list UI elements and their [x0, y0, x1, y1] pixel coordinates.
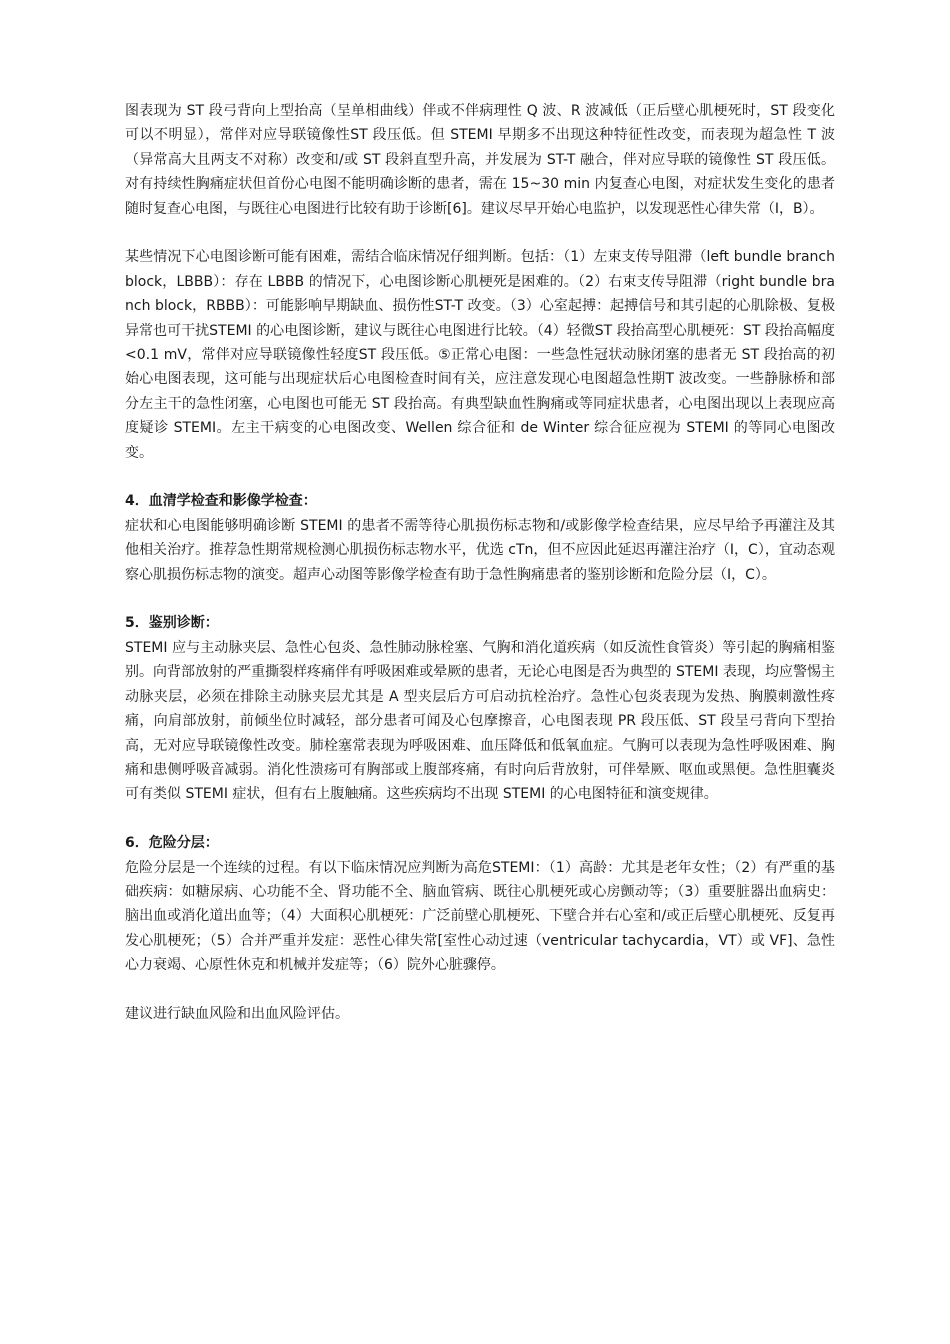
- section-body-risk: 危险分层是一个连续的过程。有以下临床情况应判断为高危STEMI：（1）高龄：尤其是老年女性；（2）有严重的基础疾病：如糖尿病、心功能不全、肾功能不全、脑血管病、既往心肌梗死或心房颤动等；（3）重要脏器出血病史：脑出血或消化道出血等；（4）大面积心肌梗死：广泛前壁心肌梗死、下壁合并右心室和/或正后壁心肌梗死、反复再发心肌梗死；（5）合并严重并发症：恶性心律失常[室性心动过速（ventricular tachycardia，VT）或 VF]、急性心力衰竭、心原性休克和机械并发症等；（6）院外心脏骤停。: [125, 859, 835, 974]
- section-body-differential: STEMI 应与主动脉夹层、急性心包炎、急性肺动脉栓塞、气胸和消化道疾病（如反流性食管炎）等引起的胸痛相鉴别。向背部放射的严重撕裂样疼痛伴有呼吸困难或晕厥的患者，无论心电图是否为典型的 STEMI 表现，均应警惕主动脉夹层，必须在排除主动脉夹层尤其是 A 型夹层后方可启动抗栓治疗。急性心包炎表现为发热、胸膜刺激性疼痛，向肩部放射，前倾坐位时减轻，部分患者可闻及心包摩擦音，心电图表现 PR 段压低、ST 段呈弓背向下型抬高，无对应导联镜像性改变。肺栓塞常表现为呼吸困难、血压降低和低氧血症。气胸可以表现为急性呼吸困难、胸痛和患侧呼吸音减弱。消化性溃疡可有胸部或上腹部疼痛，有时向后背放射，可伴晕厥、呕血或黑便。急性胆囊炎可有类似 STEMI 症状，但有右上腹触痛。这些疾病均不出现 STEMI 的心电图特征和演变规律。: [125, 639, 835, 803]
- paragraph-ecg-difficulty: 某些情况下心电图诊断可能有困难，需结合临床情况仔细判断。包括：（1）左束支传导阻滞（left bundle branch block，LBBB）：存在 LBBB 的情况下，心电图诊断心肌梗死是困难的。（2）右束支传导阻滞（right bundle branch block，RBBB）：可能影响早期缺血、损伤性ST-T 改变。（3）心室起搏：起搏信号和其引起的心肌除极、复极异常也可干扰STEMI 的心电图诊断，建议与既往心电图进行比较。（4）轻微ST 段抬高型心肌梗死：ST 段抬高幅度<0.1 mV，常伴对应导联镜像性轻度ST 段压低。⑤正常心电图：一些急性冠状动脉闭塞的患者无 ST 段抬高的初始心电图表现，这可能与出现症状后心电图检查时间有关，应注意发现心电图超急性期T 波改变。一些静脉桥和部分左主干的急性闭塞，心电图也可能无 ST 段抬高。有典型缺血性胸痛或等同症状患者，心电图出现以上表现应高度疑诊 STEMI。左主干病变的心电图改变、Wellen 综合征和 de Winter 综合征应视为 STEMI 的等同心电图改变。: [125, 249, 835, 461]
- closing-sentence: 建议进行缺血风险和出血风险评估。: [125, 1005, 349, 1022]
- section-body-serology: 症状和心电图能够明确诊断 STEMI 的患者不需等待心肌损伤标志物和/或影像学检查结果，应尽早给予再灌注及其他相关治疗。推荐急性期常规检测心肌损伤标志物水平，优选 cTn，但不应因此延迟再灌注治疗（Ⅰ，C），宜动态观察心肌损伤标志物的演变。超声心动图等影像学检查有助于急性胸痛患者的鉴别诊断和危险分层（Ⅰ，C）。: [125, 517, 835, 583]
- section-heading-serology: 4．血清学检查和影像学检查：: [125, 493, 317, 510]
- section-heading-risk: 6．危险分层：: [125, 835, 219, 852]
- paragraph-st-elevation: 图表现为 ST 段弓背向上型抬高（呈单相曲线）伴或不伴病理性 Q 波、R 波减低（正后壁心肌梗死时，ST 段变化可以不明显），常伴对应导联镜像性ST 段压低。但 STEMI 早期多不出现这种特征性改变，而表现为超急性 T 波（异常高大且两支不对称）改变和/或 ST 段斜直型升高，并发展为 ST-T 融合，伴对应导联的镜像性 ST 段压低。对有持续性胸痛症状但首份心电图不能明确诊断的患者，需在 15~30 min 内复查心电图，对症状发生变化的患者随时复查心电图，与既往心电图进行比较有助于诊断[6]。建议尽早开始心电监护，以发现恶性心律失常（Ⅰ，B）。: [125, 103, 835, 217]
- section-heading-differential: 5．鉴别诊断：: [125, 615, 219, 632]
- document-page: [125, 99, 835, 1026]
